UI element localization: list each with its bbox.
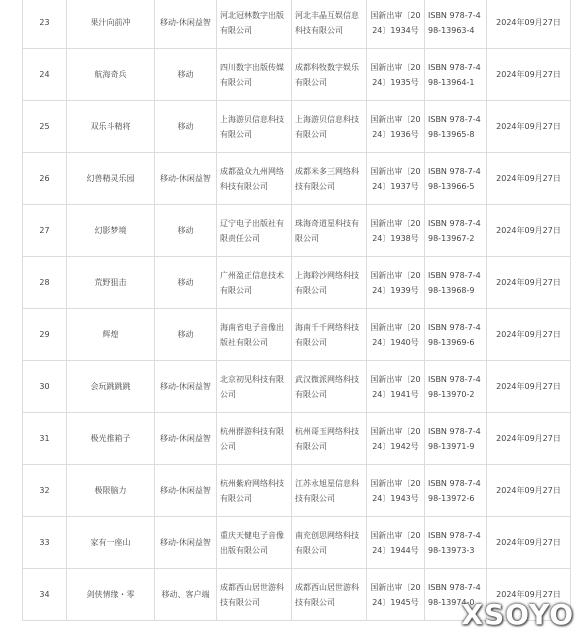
watermark-logo: XSOYO bbox=[461, 598, 574, 631]
game-category: 移动、客户端 bbox=[155, 569, 217, 621]
game-category: 移动-休闲益智 bbox=[155, 361, 217, 413]
game-name: 荒野狙击 bbox=[67, 257, 155, 309]
table-row bbox=[23, 361, 571, 413]
operator-name: 江苏永旭星信息科技有限公司 bbox=[292, 465, 367, 517]
operator-name: 上海游贝信息科技有限公司 bbox=[292, 101, 367, 153]
game-category: 移动-休闲益智 bbox=[155, 465, 217, 517]
approval-date: 2024年09月27日 bbox=[487, 361, 571, 413]
approval-date: 2024年09月27日 bbox=[487, 49, 571, 101]
approval-date: 2024年09月27日 bbox=[487, 0, 571, 49]
game-name: 果汁向前冲 bbox=[67, 0, 155, 49]
approval-number: 国新出审〔2024〕1940号 bbox=[367, 309, 425, 361]
approval-number: 国新出审〔2024〕1945号 bbox=[367, 569, 425, 621]
table-row bbox=[23, 153, 571, 205]
row-number: 28 bbox=[23, 257, 67, 309]
isbn-number: ISBN 978-7-498-13968-9 bbox=[425, 257, 487, 309]
approval-number: 国新出审〔2024〕1935号 bbox=[367, 49, 425, 101]
table-row bbox=[23, 101, 571, 153]
isbn-number: ISBN 978-7-498-13970-2 bbox=[425, 361, 487, 413]
approval-number: 国新出审〔2024〕1936号 bbox=[367, 101, 425, 153]
isbn-number: ISBN 978-7-498-13974-0 bbox=[425, 569, 487, 621]
table-row bbox=[23, 49, 571, 101]
game-category: 移动 bbox=[155, 101, 217, 153]
table-row bbox=[23, 465, 571, 517]
approval-date: 2024年09月27日 bbox=[487, 101, 571, 153]
game-name: 幻影梦境 bbox=[67, 205, 155, 257]
approval-date: 2024年09月27日 bbox=[487, 153, 571, 205]
publisher-name: 四川数字出版传媒有限公司 bbox=[217, 49, 292, 101]
table-row bbox=[23, 205, 571, 257]
table-row bbox=[23, 309, 571, 361]
operator-name: 海南千千网络科技有限公司 bbox=[292, 309, 367, 361]
operator-name: 上海聆沙网络科技有限公司 bbox=[292, 257, 367, 309]
approval-date: 2024年09月27日 bbox=[487, 257, 571, 309]
operator-name: 南充创思网络科技有限公司 bbox=[292, 517, 367, 569]
approval-date: 2024年09月27日 bbox=[487, 465, 571, 517]
operator-name: 珠海奇道星科技有限公司 bbox=[292, 205, 367, 257]
publisher-name: 杭州紫府网络科技有限公司 bbox=[217, 465, 292, 517]
publisher-name: 重庆天健电子音像出版有限公司 bbox=[217, 517, 292, 569]
publisher-name: 杭州群游科技有限公司 bbox=[217, 413, 292, 465]
isbn-number: ISBN 978-7-498-13963-4 bbox=[425, 0, 487, 49]
isbn-number: ISBN 978-7-498-13966-5 bbox=[425, 153, 487, 205]
approval-number: 国新出审〔2024〕1938号 bbox=[367, 205, 425, 257]
game-category: 移动 bbox=[155, 257, 217, 309]
game-name: 双乐斗精将 bbox=[67, 101, 155, 153]
approval-date: 2024年09月27日 bbox=[487, 569, 571, 621]
approval-number: 国新出审〔2024〕1937号 bbox=[367, 153, 425, 205]
row-number: 26 bbox=[23, 153, 67, 205]
isbn-number: ISBN 978-7-498-13973-3 bbox=[425, 517, 487, 569]
publisher-name: 成都西山居世游科技有限公司 bbox=[217, 569, 292, 621]
row-number: 33 bbox=[23, 517, 67, 569]
isbn-number: ISBN 978-7-498-13967-2 bbox=[425, 205, 487, 257]
approval-date: 2024年09月27日 bbox=[487, 413, 571, 465]
row-number: 34 bbox=[23, 569, 67, 621]
table-row bbox=[23, 517, 571, 569]
game-category: 移动 bbox=[155, 49, 217, 101]
approval-number: 国新出审〔2024〕1944号 bbox=[367, 517, 425, 569]
publisher-name: 海南省电子音像出版社有限公司 bbox=[217, 309, 292, 361]
publisher-name: 北京初见科技有限公司 bbox=[217, 361, 292, 413]
approval-date: 2024年09月27日 bbox=[487, 517, 571, 569]
approval-number: 国新出审〔2024〕1943号 bbox=[367, 465, 425, 517]
operator-name: 成都米多三网络科技有限公司 bbox=[292, 153, 367, 205]
game-name: 极光推箱子 bbox=[67, 413, 155, 465]
game-name: 极限脑力 bbox=[67, 465, 155, 517]
publisher-name: 成都盈众九州网络科技有限公司 bbox=[217, 153, 292, 205]
approval-date: 2024年09月27日 bbox=[487, 309, 571, 361]
publisher-name: 辽宁电子出版社有限责任公司 bbox=[217, 205, 292, 257]
game-category: 移动-休闲益智 bbox=[155, 153, 217, 205]
approval-number: 国新出审〔2024〕1939号 bbox=[367, 257, 425, 309]
table-row bbox=[23, 413, 571, 465]
row-number: 23 bbox=[23, 0, 67, 49]
row-number: 24 bbox=[23, 49, 67, 101]
approval-number: 国新出审〔2024〕1941号 bbox=[367, 361, 425, 413]
game-category: 移动-休闲益智 bbox=[155, 517, 217, 569]
approval-date: 2024年09月27日 bbox=[487, 205, 571, 257]
game-category: 移动 bbox=[155, 205, 217, 257]
operator-name: 杭州哥玉网络科技有限公司 bbox=[292, 413, 367, 465]
game-name: 剑侠情缘・零 bbox=[67, 569, 155, 621]
row-number: 29 bbox=[23, 309, 67, 361]
game-category: 移动-休闲益智 bbox=[155, 413, 217, 465]
isbn-number: ISBN 978-7-498-13969-6 bbox=[425, 309, 487, 361]
game-name: 会玩跳跳跳 bbox=[67, 361, 155, 413]
isbn-number: ISBN 978-7-498-13964-1 bbox=[425, 49, 487, 101]
operator-name: 成都西山居世游科技有限公司 bbox=[292, 569, 367, 621]
game-name: 辉煌 bbox=[67, 309, 155, 361]
row-number: 27 bbox=[23, 205, 67, 257]
isbn-number: ISBN 978-7-498-13965-8 bbox=[425, 101, 487, 153]
game-name: 幻兽精灵乐园 bbox=[67, 153, 155, 205]
isbn-number: ISBN 978-7-498-13972-6 bbox=[425, 465, 487, 517]
row-number: 32 bbox=[23, 465, 67, 517]
game-name: 航海奇兵 bbox=[67, 49, 155, 101]
approval-number: 国新出审〔2024〕1942号 bbox=[367, 413, 425, 465]
operator-name: 河北丰晶互娱信息科技有限公司 bbox=[292, 0, 367, 49]
approval-number: 国新出审〔2024〕1934号 bbox=[367, 0, 425, 49]
operator-name: 武汉微派网络科技有限公司 bbox=[292, 361, 367, 413]
game-category: 移动-休闲益智 bbox=[155, 0, 217, 49]
publisher-name: 河北冠林数字出版有限公司 bbox=[217, 0, 292, 49]
approval-table bbox=[22, 0, 571, 621]
isbn-number: ISBN 978-7-498-13971-9 bbox=[425, 413, 487, 465]
table-row bbox=[23, 0, 571, 49]
row-number: 30 bbox=[23, 361, 67, 413]
row-number: 25 bbox=[23, 101, 67, 153]
publisher-name: 上海游贝信息科技有限公司 bbox=[217, 101, 292, 153]
approval-table-body bbox=[23, 0, 571, 621]
table-row bbox=[23, 257, 571, 309]
game-name: 家有一座山 bbox=[67, 517, 155, 569]
publisher-name: 广州盈正信息技术有限公司 bbox=[217, 257, 292, 309]
game-category: 移动 bbox=[155, 309, 217, 361]
row-number: 31 bbox=[23, 413, 67, 465]
operator-name: 成都科牧数字娱乐有限公司 bbox=[292, 49, 367, 101]
